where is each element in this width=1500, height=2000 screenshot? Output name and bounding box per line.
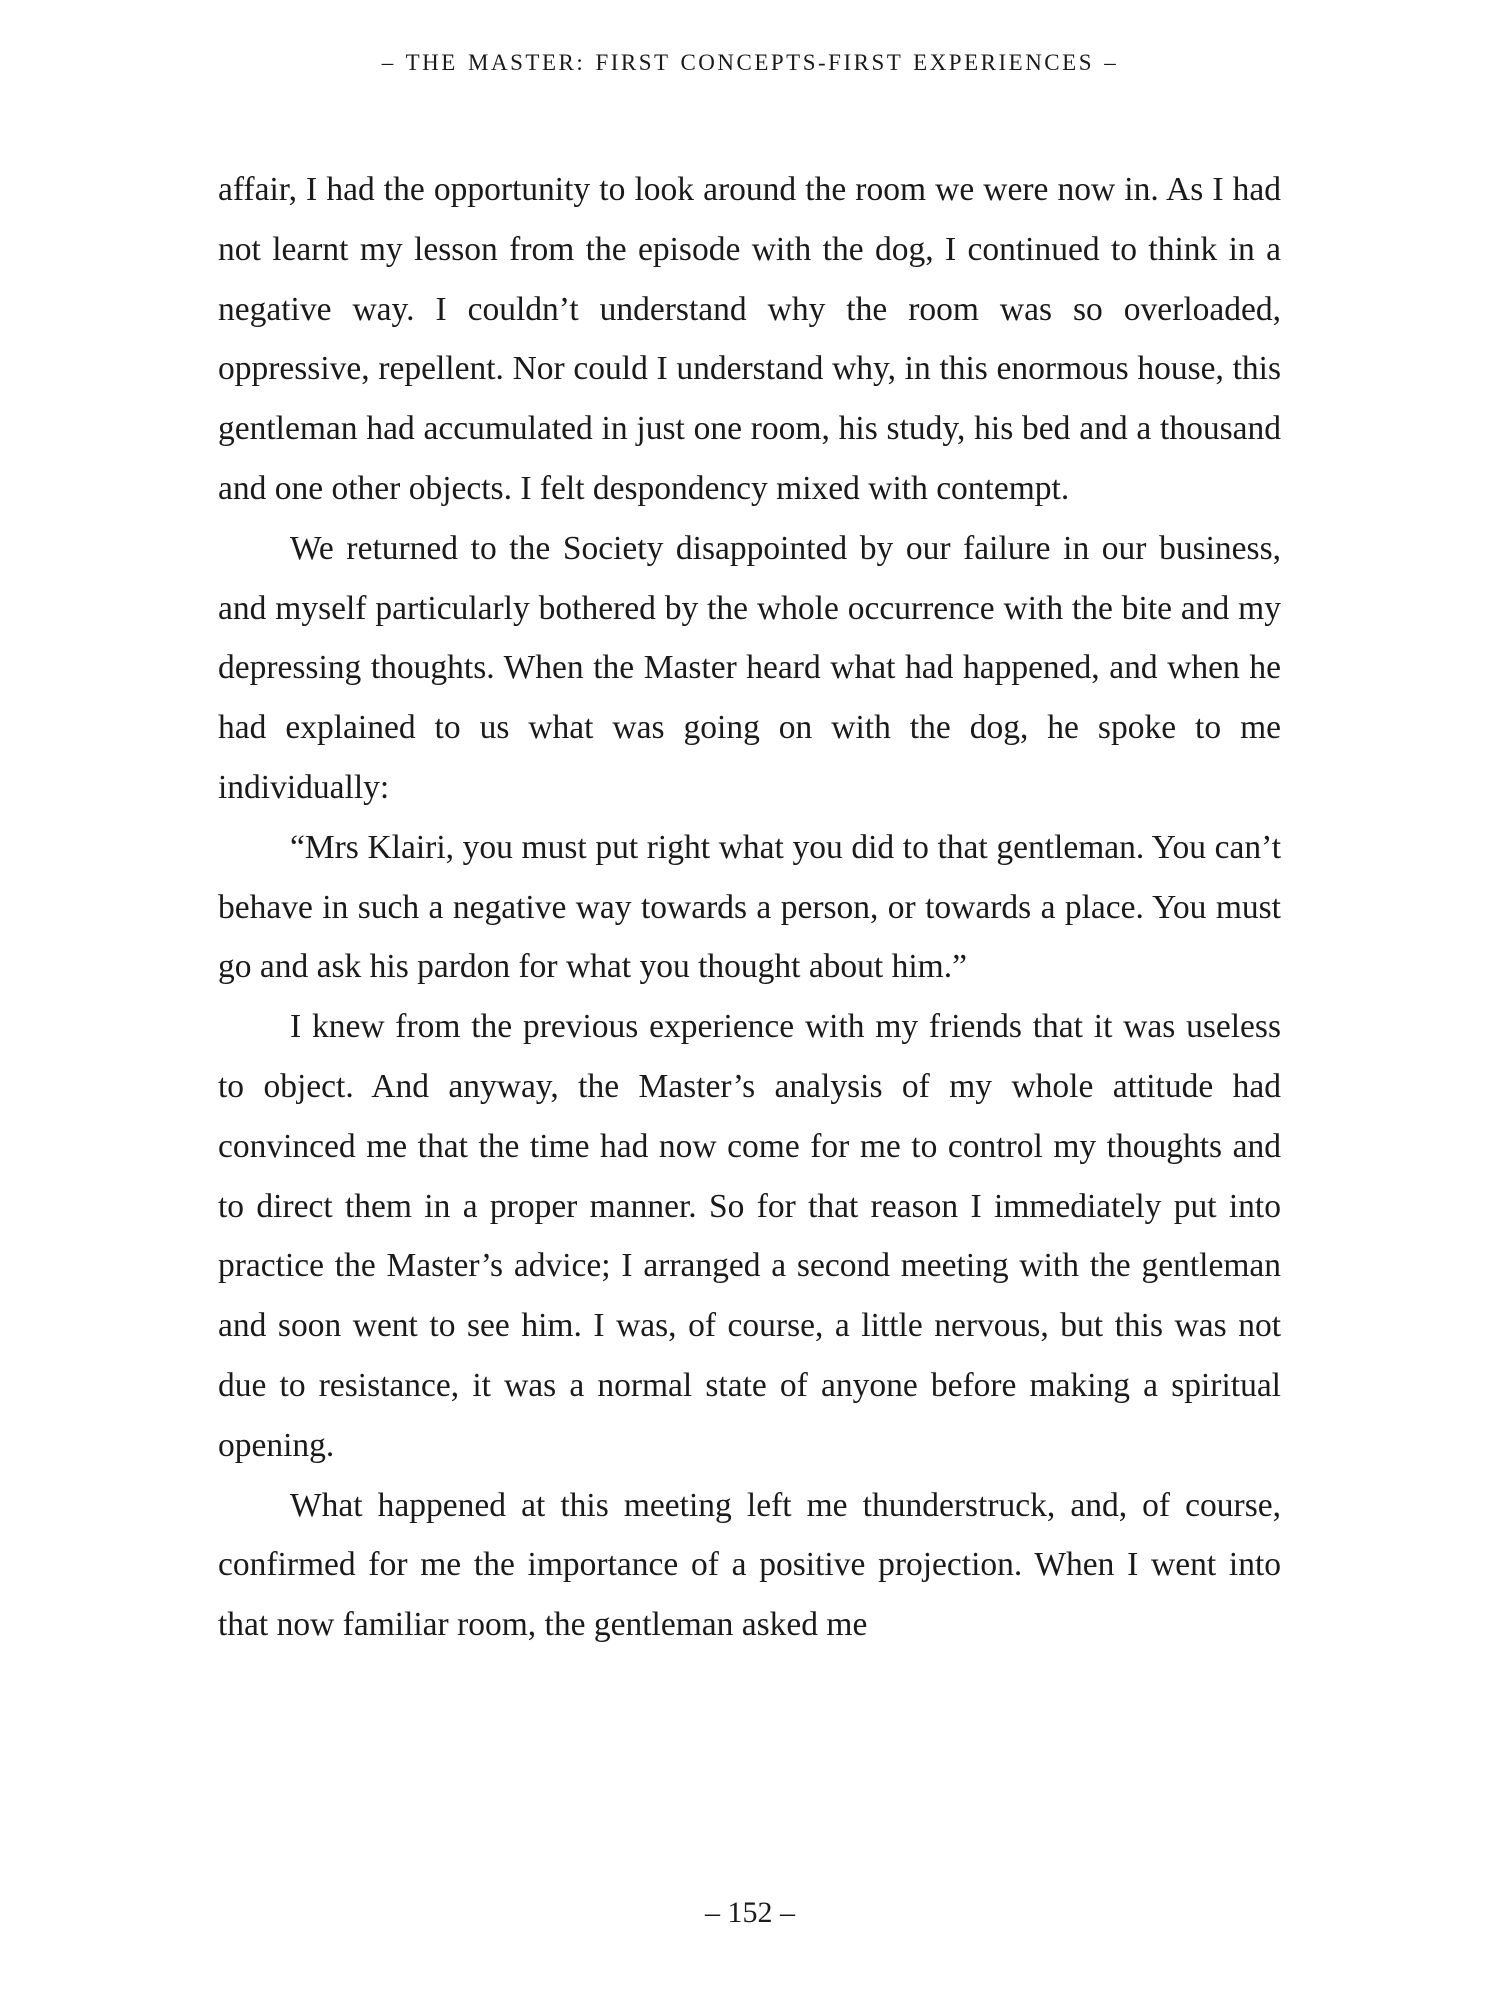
- running-header: – THE MASTER: FIRST CONCEPTS-FIRST EXPERIENCES –: [381, 50, 1119, 75]
- paragraph-2: We returned to the Society disappointed by our failure in our business, and myself particularly bothered by the whole occurrence with the bite and my depressing thoughts. When the Master heard what had happened, and when he had explained to us what was going on with the dog, he spoke to me individually:: [218, 529, 1281, 806]
- paragraph-3: “Mrs Klairi, you must put right what you did to that gentleman. You can’t behave in such a negative way towards a person, or towards a place. You must go and ask his pardon for what you thought about him.”: [218, 828, 1281, 986]
- paragraph-1: affair, I had the opportunity to look around the room we were now in. As I had not learnt my lesson from the episode with the dog, I continued to think in a negative way. I couldn’t understand why the room was so overloaded, oppressive, repellent. Nor could I understand why, in this enormous house, this gentleman had accumulated in just one room, his study, his bed and a thousand and one other objects. I felt despondency mixed with contempt.: [218, 171, 1281, 507]
- body-text: [218, 160, 1281, 1655]
- paragraph-4: I knew from the previous experience with my friends that it was useless to object. And anyway, the Master’s analysis of my whole attitude had convinced me that the time had now come for me to control my thoughts and to direct them in a proper manner. So for that reason I immediately put into practice the Master’s advice; I arranged a second meeting with the gentleman and soon went to see him. I was, of course, a little nervous, but this was not due to resistance, it was a normal state of anyone before making a spiritual opening.: [218, 1008, 1281, 1464]
- paragraph-5: What happened at this meeting left me thunderstruck, and, of course, confirmed for me the importance of a positive projection. When I went into that now familiar room, the gentleman asked me: [218, 1486, 1281, 1644]
- page-number: – 152 –: [705, 1896, 795, 1929]
